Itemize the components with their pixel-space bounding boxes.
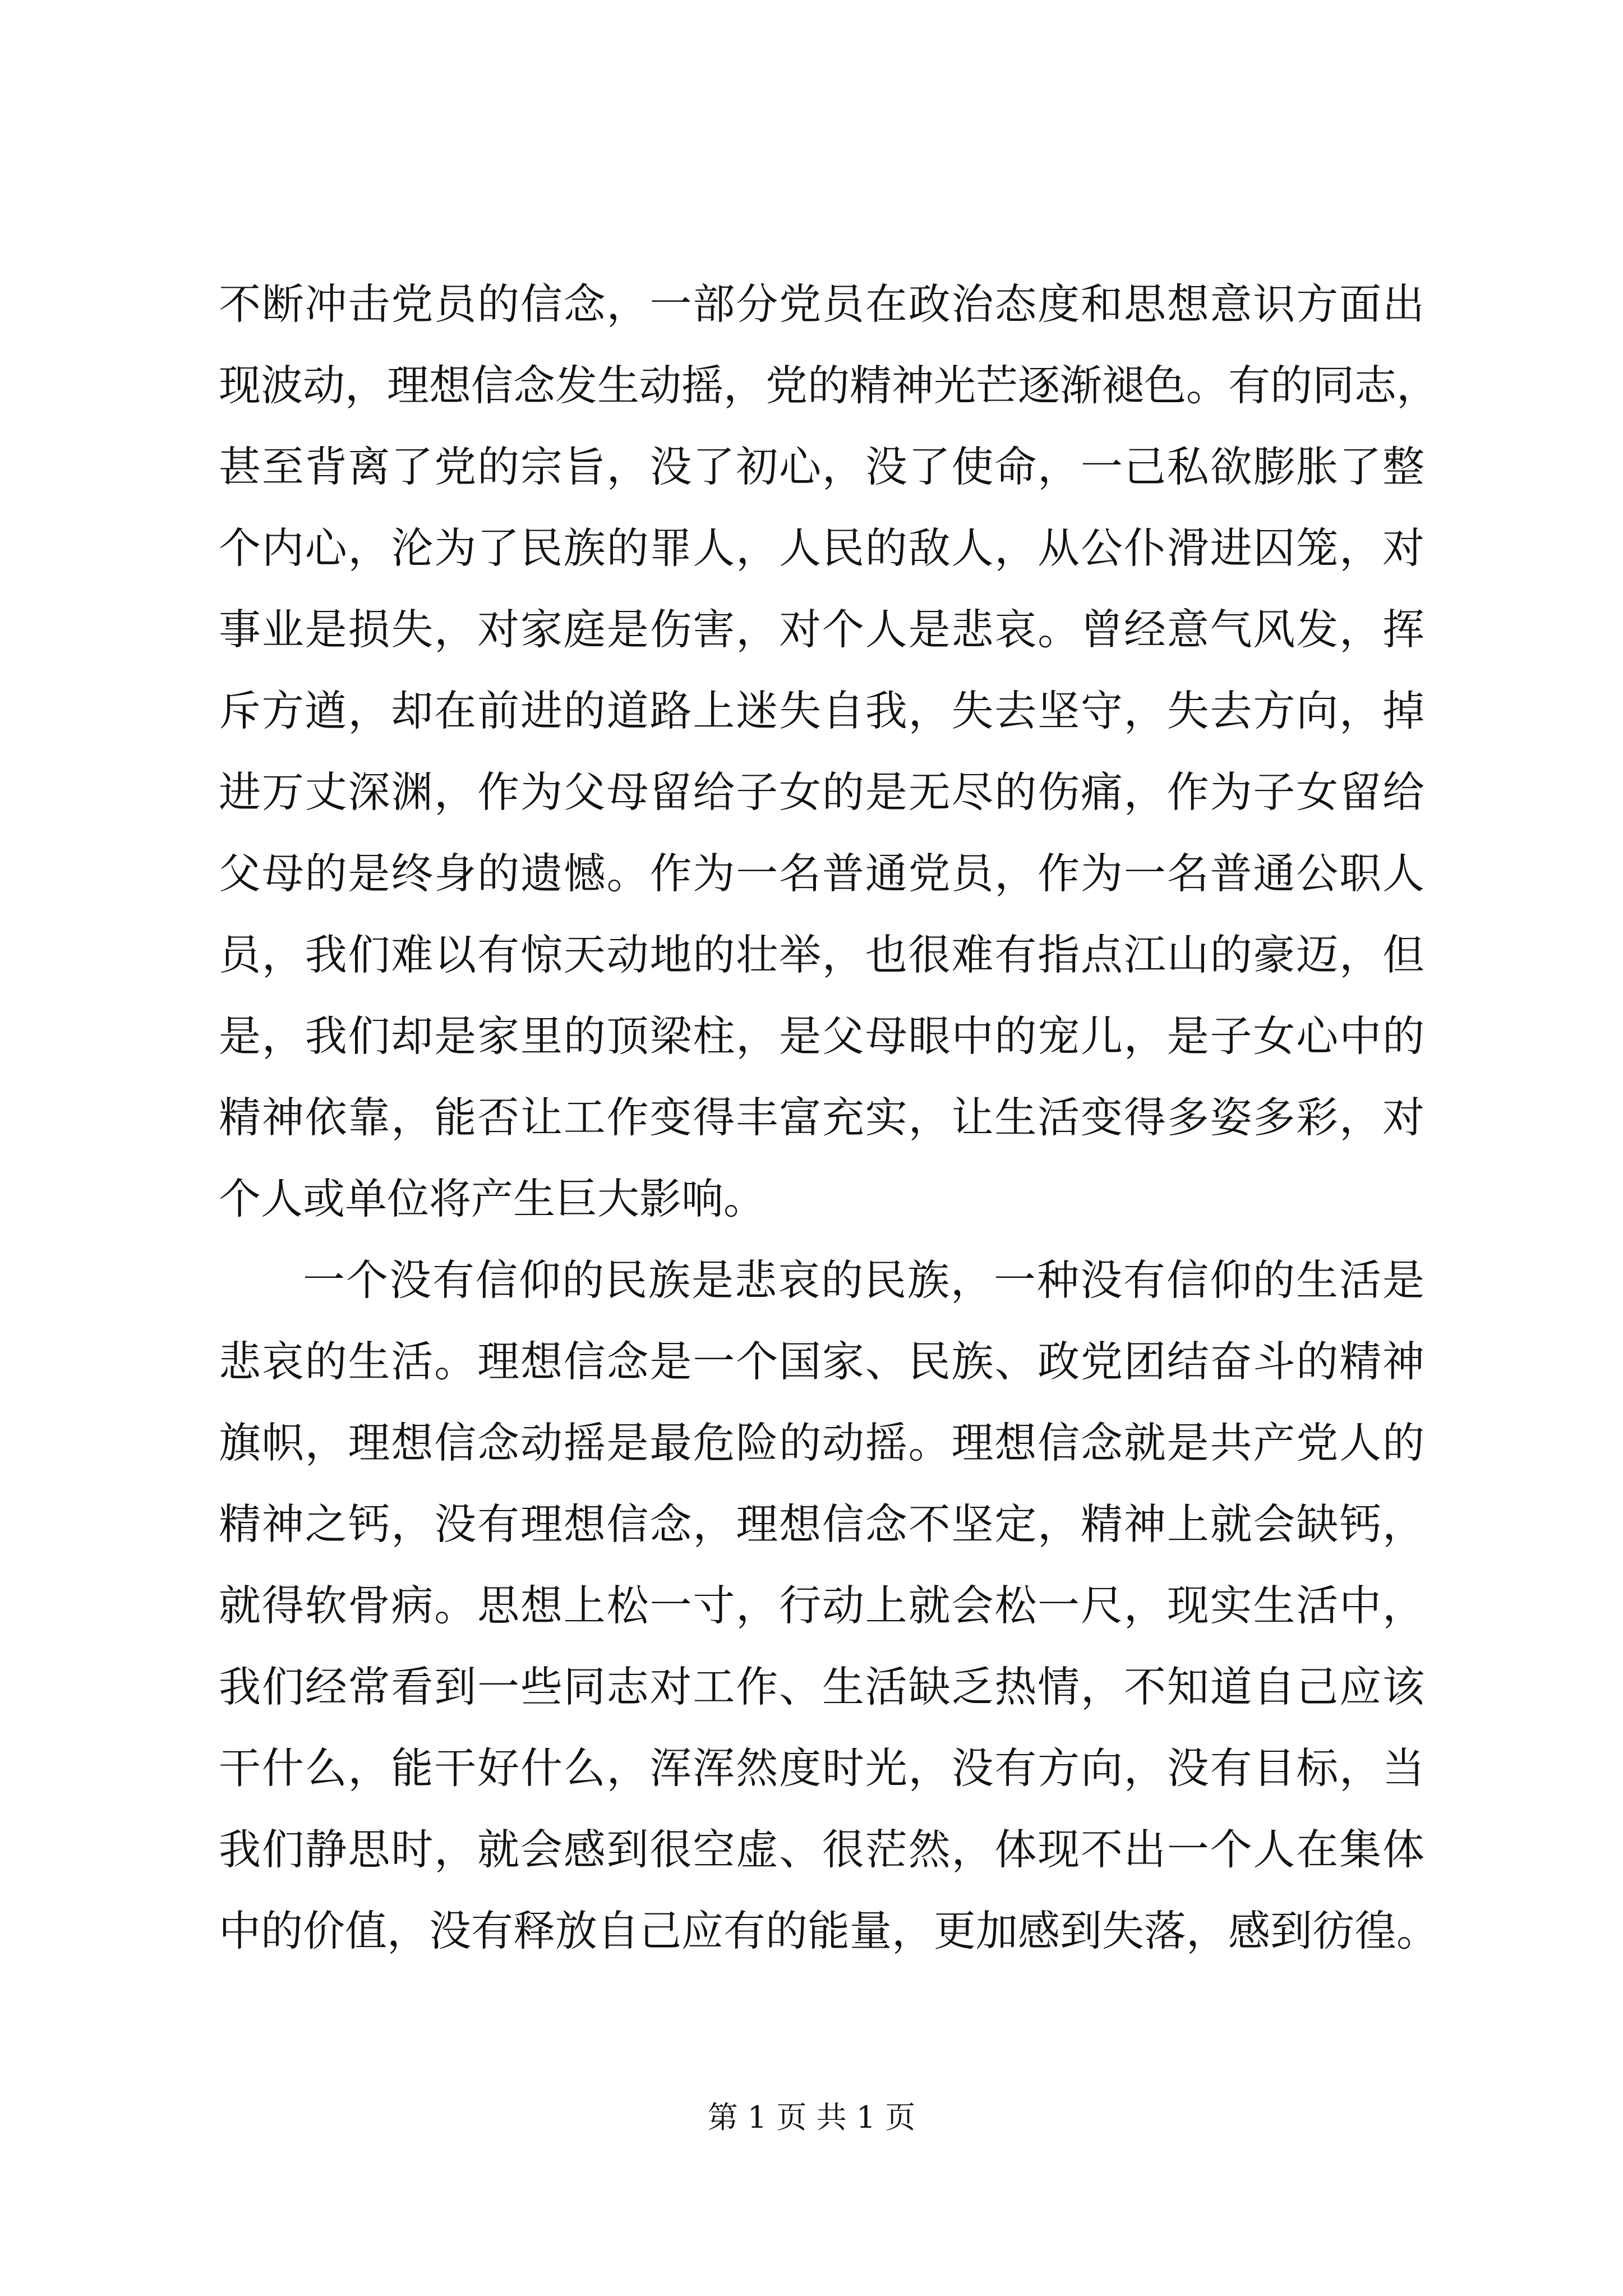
text-line: 进万丈深渊，作为父母留给子女的是无尽的伤痛，作为子女留给	[219, 767, 1424, 817]
document-body	[219, 264, 1439, 1972]
text-line: 旗帜，理想信念动摇是最危险的动摇。理想信念就是共产党人的	[219, 1418, 1424, 1467]
text-line: 父母的是终身的遗憾。作为一名普通党员，作为一名普通公职人	[219, 849, 1424, 898]
text-line: 中的价值，没有释放自己应有的能量，更加感到失落，感到彷徨。	[219, 1906, 1439, 1955]
text-line: 个内心，沦为了民族的罪人，人民的敌人，从公仆滑进囚笼，对	[219, 523, 1424, 573]
text-line: 员，我们难以有惊天动地的壮举，也很难有指点江山的豪迈，但	[219, 930, 1424, 979]
text-line: 是，我们却是家里的顶梁柱，是父母眼中的宠儿，是子女心中的	[219, 1011, 1424, 1061]
text-line: 一个没有信仰的民族是悲哀的民族，一种没有信仰的生活是	[303, 1255, 1424, 1305]
paragraph-2	[219, 1240, 1439, 1972]
text-line: 不断冲击党员的信念，一部分党员在政治态度和思想意识方面出	[219, 279, 1424, 329]
page-number-footer: 第 1 页 共 1 页	[707, 2100, 916, 2135]
text-line: 斥方遒，却在前进的道路上迷失自我，失去坚守，失去方向，掉	[219, 686, 1424, 735]
text-line: 悲哀的生活。理想信念是一个国家、民族、政党团结奋斗的精神	[219, 1337, 1424, 1386]
text-line: 事业是损失，对家庭是伤害，对个人是悲哀。曾经意气风发，挥	[219, 605, 1424, 654]
text-line: 精神依靠，能否让工作变得丰富充实，让生活变得多姿多彩，对	[219, 1093, 1424, 1142]
paragraph-1	[219, 264, 1439, 1240]
text-line: 现波动，理想信念发生动摇，党的精神光芒逐渐褪色。有的同志，	[219, 361, 1439, 410]
text-line: 个人或单位将产生巨大影响。	[219, 1174, 766, 1223]
text-line: 精神之钙，没有理想信念，理想信念不坚定，精神上就会缺钙，	[219, 1499, 1424, 1549]
text-line: 我们经常看到一些同志对工作、生活缺乏热情，不知道自己应该	[219, 1662, 1424, 1711]
text-line: 就得软骨病。思想上松一寸，行动上就会松一尺，现实生活中，	[219, 1581, 1424, 1630]
text-line: 干什么，能干好什么，浑浑然度时光，没有方向，没有目标，当	[219, 1743, 1424, 1793]
text-line: 我们静思时，就会感到很空虚、很茫然，体现不出一个人在集体	[219, 1825, 1424, 1874]
text-line: 甚至背离了党的宗旨，没了初心，没了使命，一己私欲膨胀了整	[219, 442, 1424, 491]
